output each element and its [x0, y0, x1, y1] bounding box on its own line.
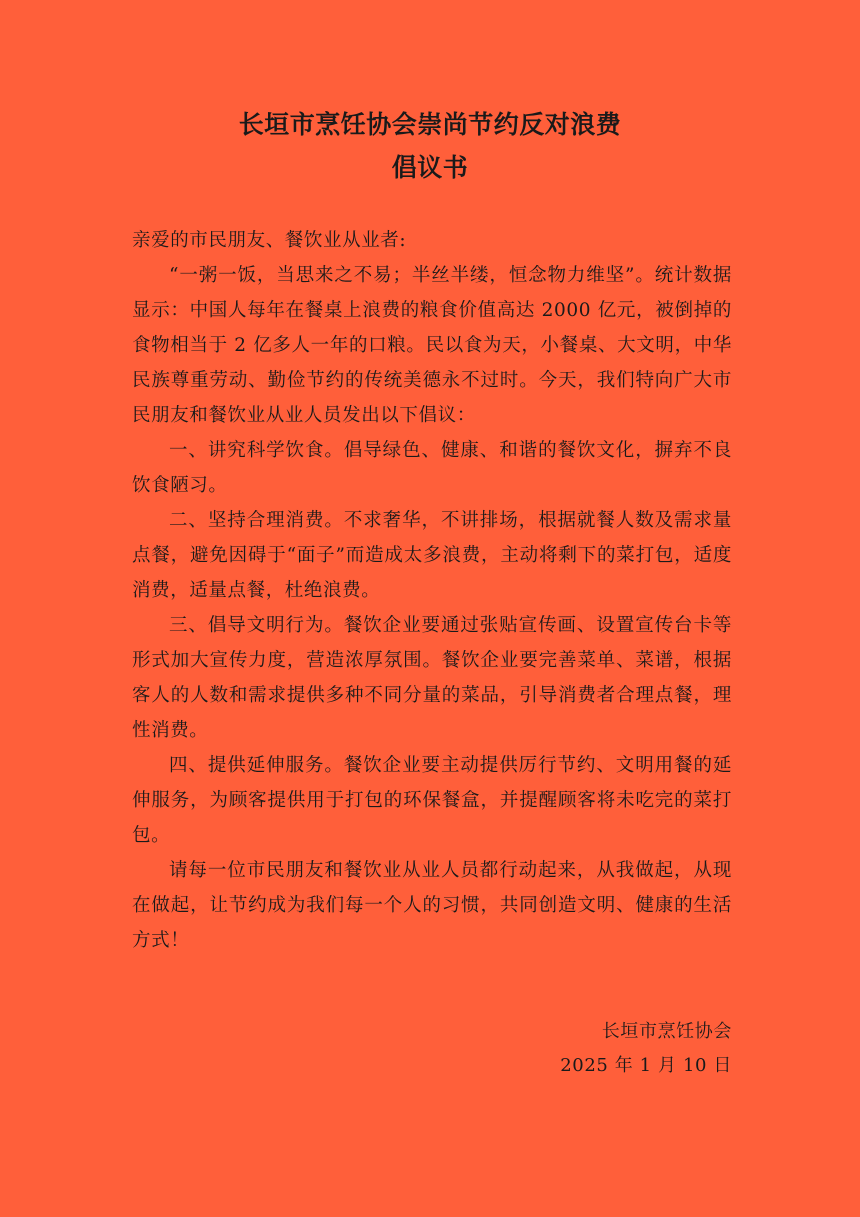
- document-subtitle: 倡议书: [391, 153, 469, 182]
- paragraph-intro: “一粥一饭，当思来之不易；半丝半缕，恒念物力维坚”。统计数据显示：中国人每年在餐桌上浪费的粮食价值高达 2000 亿元，被倒掉的食物相当于 2 亿多人一年的口粮。民以食为天，小餐桌、大文明，中华民族尊重劳动、勤俭节约的传统美德永不过时。今天，我们特向广大市民朋友和餐饮业从业人员发出以下倡议：: [132, 265, 732, 426]
- document-title: 长垣市烹饪协会崇尚节约反对浪费: [238, 110, 622, 139]
- paragraph-closing: 请每一位市民朋友和餐饮业从业人员都行动起来，从我做起，从现在做起，让节约成为我们每一个人的习惯，共同创造文明、健康的生活方式！: [132, 860, 732, 951]
- salutation: 亲爱的市民朋友、餐饮业从业者:: [132, 230, 407, 251]
- paragraph-item-1: 一、讲究科学饮食。倡导绿色、健康、和谐的餐饮文化，摒弃不良饮食陋习。: [132, 440, 732, 496]
- document-body: [132, 223, 732, 958]
- paragraph-item-4: 四、提供延伸服务。餐饮企业要主动提供厉行节约、文明用餐的延伸服务，为顾客提供用于打包的环保餐盒，并提醒顾客将未吃完的菜打包。: [132, 755, 732, 846]
- paragraph-item-2: 二、坚持合理消费。不求奢华，不讲排场，根据就餐人数及需求量点餐，避免因碍于“面子”而造成太多浪费，主动将剩下的菜打包，适度消费，适量点餐，杜绝浪费。: [132, 510, 732, 601]
- signature-organization: 长垣市烹饪协会: [601, 1021, 732, 1042]
- signature-date: 2025 年 1 月 10 日: [560, 1055, 732, 1076]
- paragraph-item-3: 三、倡导文明行为。餐饮企业要通过张贴宣传画、设置宣传台卡等形式加大宣传力度，营造浓厚氛围。餐饮企业要完善菜单、菜谱，根据客人的人数和需求提供多种不同分量的菜品，引导消费者合理点餐，理性消费。: [132, 615, 732, 741]
